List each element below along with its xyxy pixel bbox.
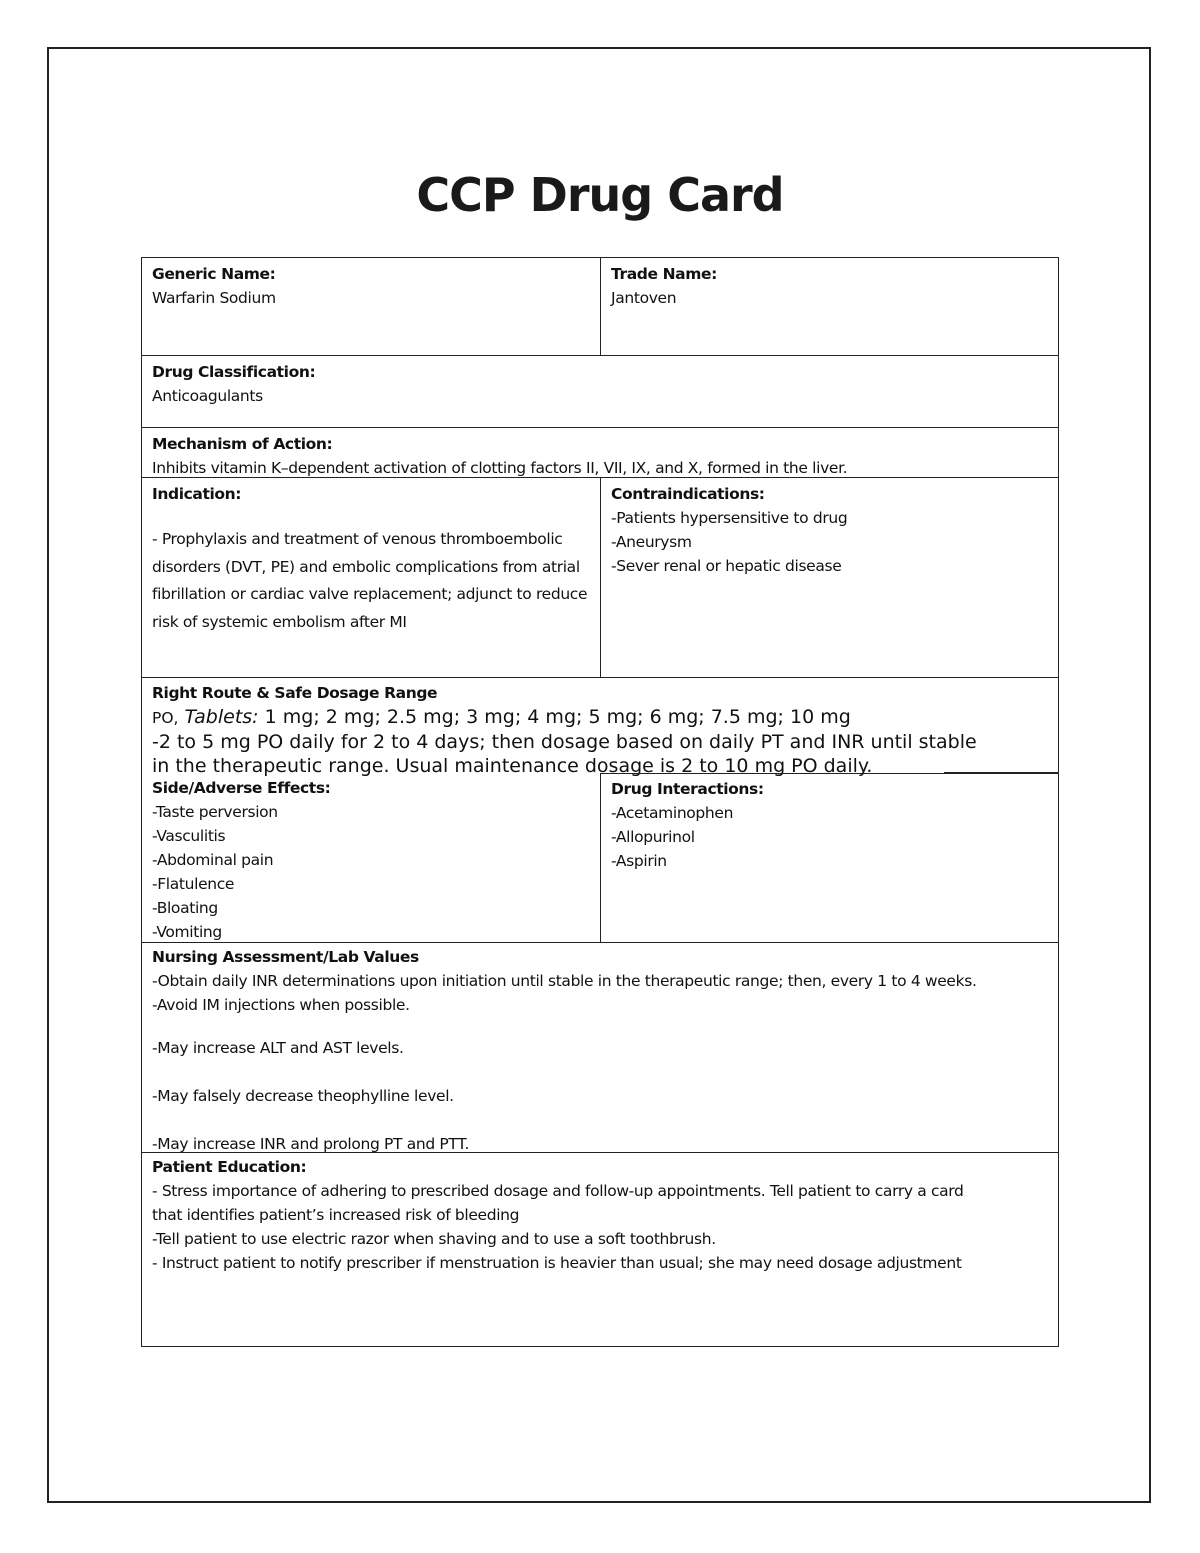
generic-name-cell <box>141 257 601 356</box>
nursing-item: -May increase INR and prolong PT and PTT. <box>152 1135 470 1153</box>
contraindication-item: -Aneurysm <box>611 533 692 551</box>
nursing-item: -Avoid IM injections when possible. <box>152 996 410 1014</box>
spacer <box>152 1017 1048 1036</box>
spacer <box>152 1108 1048 1132</box>
mechanism-cell <box>141 427 1059 478</box>
dosage-form: Tablets: <box>184 706 259 728</box>
indication-label: Indication: <box>152 485 242 503</box>
classification-label: Drug Classification: <box>152 363 316 381</box>
education-item: - Stress importance of adhering to prescribed dosage and follow-up appointments. Tell patient to carry a card <box>152 1182 964 1200</box>
dosage-route: PO, <box>152 709 179 727</box>
dosage-strengths: 1 mg; 2 mg; 2.5 mg; 3 mg; 4 mg; 5 mg; 6 mg; 7.5 mg; 10 mg <box>264 706 851 728</box>
side-effect-item: -Flatulence <box>152 875 235 893</box>
education-item: -Tell patient to use electric razor when shaving and to use a soft toothbrush. <box>152 1230 716 1248</box>
nursing-label: Nursing Assessment/Lab Values <box>152 948 419 966</box>
interaction-item: -Aspirin <box>611 852 667 870</box>
spacer <box>152 1060 1048 1084</box>
education-item: - Instruct patient to notify prescriber if menstruation is heavier than usual; she may need dosage adjustment <box>152 1254 962 1272</box>
interactions-label: Drug Interactions: <box>611 780 764 798</box>
nursing-cell <box>141 942 1059 1153</box>
mechanism-label: Mechanism of Action: <box>152 435 333 453</box>
contraindication-item: -Patients hypersensitive to drug <box>611 509 848 527</box>
education-item: that identifies patient’s increased risk of bleeding <box>152 1206 520 1224</box>
side-effect-item: -Abdominal pain <box>152 851 274 869</box>
interactions-cell <box>600 773 1059 943</box>
contraindication-item: -Sever renal or hepatic disease <box>611 557 842 575</box>
indication-value: - Prophylaxis and treatment of venous thromboembolic disorders (DVT, PE) and embolic complications from atrial fibrillation or cardiac valve replacement; adjunct to reduce risk of systemic embolism after MI <box>152 530 588 631</box>
interaction-item: -Acetaminophen <box>611 804 734 822</box>
trade-name-cell <box>600 257 1059 356</box>
trade-name-label: Trade Name: <box>611 265 717 283</box>
contraindications-cell <box>600 477 1059 678</box>
generic-name-value: Warfarin Sodium <box>152 289 276 307</box>
dosage-maintenance-line: in the therapeutic range. Usual maintenance dosage is 2 to 10 mg PO daily. <box>152 755 873 776</box>
interaction-item: -Allopurinol <box>611 828 695 846</box>
nursing-item: -May increase ALT and AST levels. <box>152 1039 404 1057</box>
side-effects-cell <box>141 773 601 943</box>
page-title: CCP Drug Card <box>416 168 784 222</box>
side-effects-label: Side/Adverse Effects: <box>152 779 331 797</box>
side-effect-item: -Taste perversion <box>152 803 278 821</box>
indication-cell <box>141 477 601 678</box>
contraindications-label: Contraindications: <box>611 485 765 503</box>
nursing-item: -May falsely decrease theophylline level. <box>152 1087 454 1105</box>
side-effect-item: -Bloating <box>152 899 218 917</box>
education-label: Patient Education: <box>152 1158 307 1176</box>
education-cell <box>141 1152 1059 1347</box>
classification-value: Anticoagulants <box>152 387 263 405</box>
nursing-item: -Obtain daily INR determinations upon initiation until stable in the therapeutic range; then, every 1 to 4 weeks. <box>152 972 977 990</box>
dosage-cell <box>141 677 1059 776</box>
mechanism-value: Inhibits vitamin K–dependent activation of clotting factors II, VII, IX, and X, formed in the liver. <box>152 459 848 477</box>
side-effect-item: -Vasculitis <box>152 827 226 845</box>
side-effect-item: -Vomiting <box>152 923 222 941</box>
classification-cell <box>141 355 1059 428</box>
trade-name-value: Jantoven <box>611 289 677 307</box>
dosage-regimen-line: -2 to 5 mg PO daily for 2 to 4 days; then dosage based on daily PT and INR until stable <box>152 731 977 753</box>
dosage-label: Right Route & Safe Dosage Range <box>152 684 438 702</box>
generic-name-label: Generic Name: <box>152 265 276 283</box>
dosage-strengths-line <box>152 705 1048 730</box>
